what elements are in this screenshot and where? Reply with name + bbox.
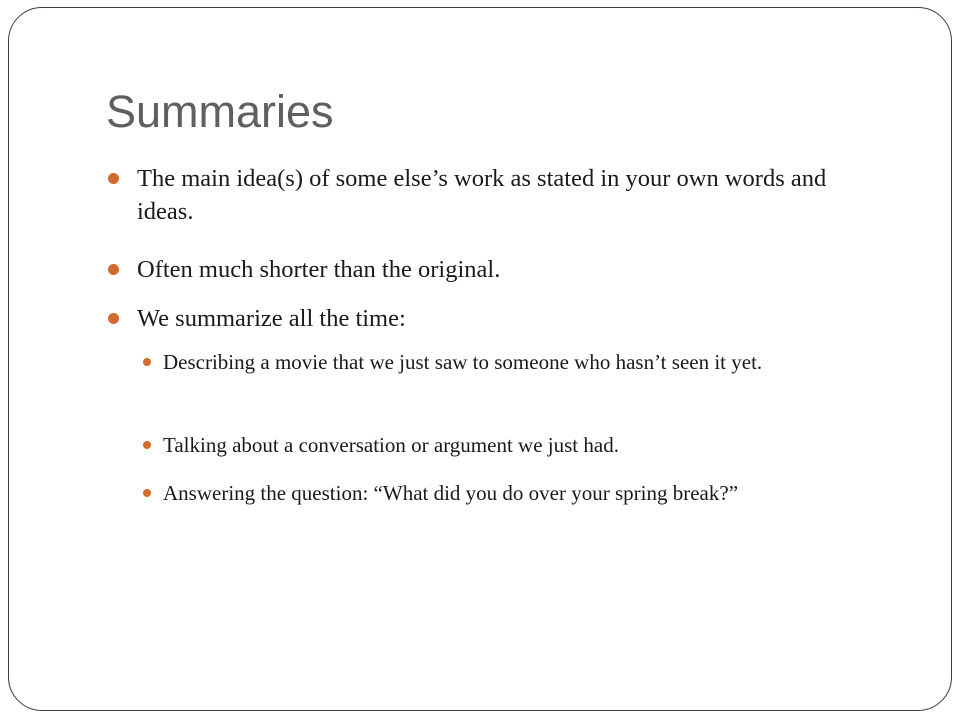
- sub-bullet-text: Answering the question: “What did you do over your spring break?”: [163, 481, 739, 505]
- sub-bullet-item: [163, 347, 863, 377]
- bullet-dot-icon: [108, 264, 119, 275]
- bullet-text: We summarize all the time:: [137, 305, 406, 332]
- sub-bullet-item: [163, 478, 863, 508]
- bullet-item: [137, 162, 877, 228]
- sub-bullet-text: Talking about a conversation or argument we just had.: [163, 433, 619, 457]
- bullet-item: [137, 302, 877, 335]
- slide-title: Summaries: [106, 86, 334, 137]
- sub-bullet-dot-icon: [143, 489, 151, 497]
- bullet-text: The main idea(s) of some else’s work as stated in your own words and ideas.: [137, 165, 827, 225]
- sub-bullet-dot-icon: [143, 441, 151, 449]
- bullet-item: [137, 253, 877, 286]
- bullet-text: Often much shorter than the original.: [137, 256, 501, 283]
- bullet-dot-icon: [108, 173, 119, 184]
- sub-bullet-text: Describing a movie that we just saw to someone who hasn’t seen it yet.: [163, 350, 763, 374]
- sub-bullet-dot-icon: [143, 358, 151, 366]
- bullet-dot-icon: [108, 313, 119, 324]
- sub-bullet-item: [163, 430, 863, 460]
